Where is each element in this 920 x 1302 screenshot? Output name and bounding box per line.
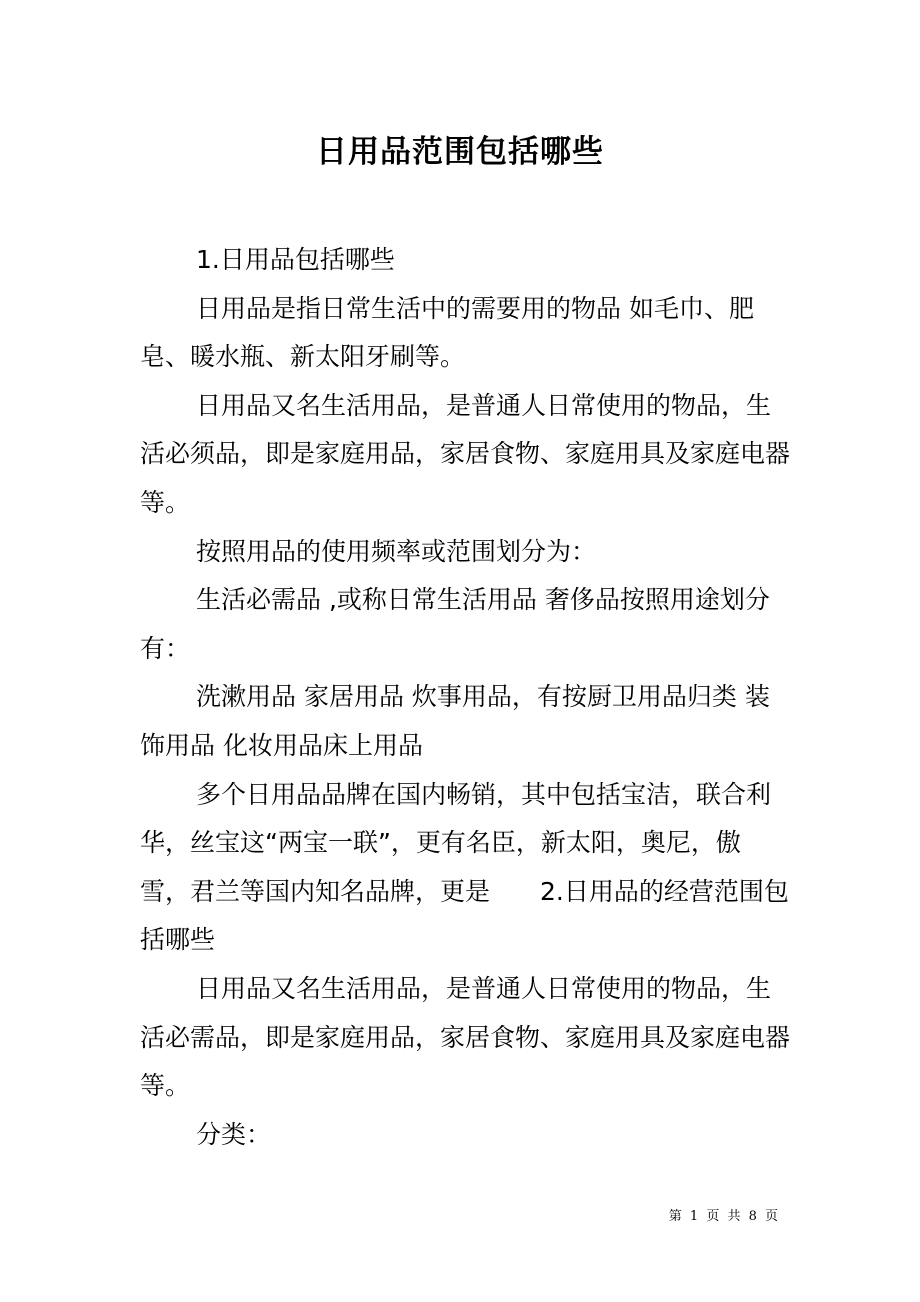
paragraph-1: 1.日用品包括哪些 — [196, 245, 395, 274]
paragraph-6: 洗漱用品 家居用品 炊事用品，有按厨卫用品归类 装饰用品 化妆用品床上用品 — [140, 682, 770, 760]
page-number-footer: 第 1 页 共 8 页 — [668, 1209, 780, 1224]
paragraph-2: 日用品是指日常生活中的需要用的物品 如毛巾、肥皂、暖水瓶、新太阳牙刷等。 — [140, 293, 754, 372]
paragraph-5: 生活必需品 ,或称日常生活用品 奢侈品按照用途划分有： — [140, 585, 770, 663]
document-title: 日用品范围包括哪些 — [316, 134, 604, 170]
document-body — [140, 236, 790, 1159]
paragraph-8: 日用品又名生活用品，是普通人日常使用的物品，生活必需品，即是家庭用品，家居食物、家庭用具及家庭电器等。 — [140, 973, 791, 1101]
paragraph-3: 日用品又名生活用品，是普通人日常使用的物品，生活必须品，即是家庭用品，家居食物、家庭用具及家庭电器等。 — [140, 390, 791, 517]
paragraph-9: 分类： — [196, 1119, 272, 1149]
paragraph-4: 按照用品的使用频率或范围划分为： — [196, 536, 597, 566]
paragraph-7: 多个日用品品牌在国内畅销，其中包括宝洁，联合利华，丝宝这“两宝一联”，更有名臣，新太阳，奥尼，傲雪，君兰等国内知名品牌，更是 2.日用品的经营范围包括哪些 — [140, 779, 789, 955]
